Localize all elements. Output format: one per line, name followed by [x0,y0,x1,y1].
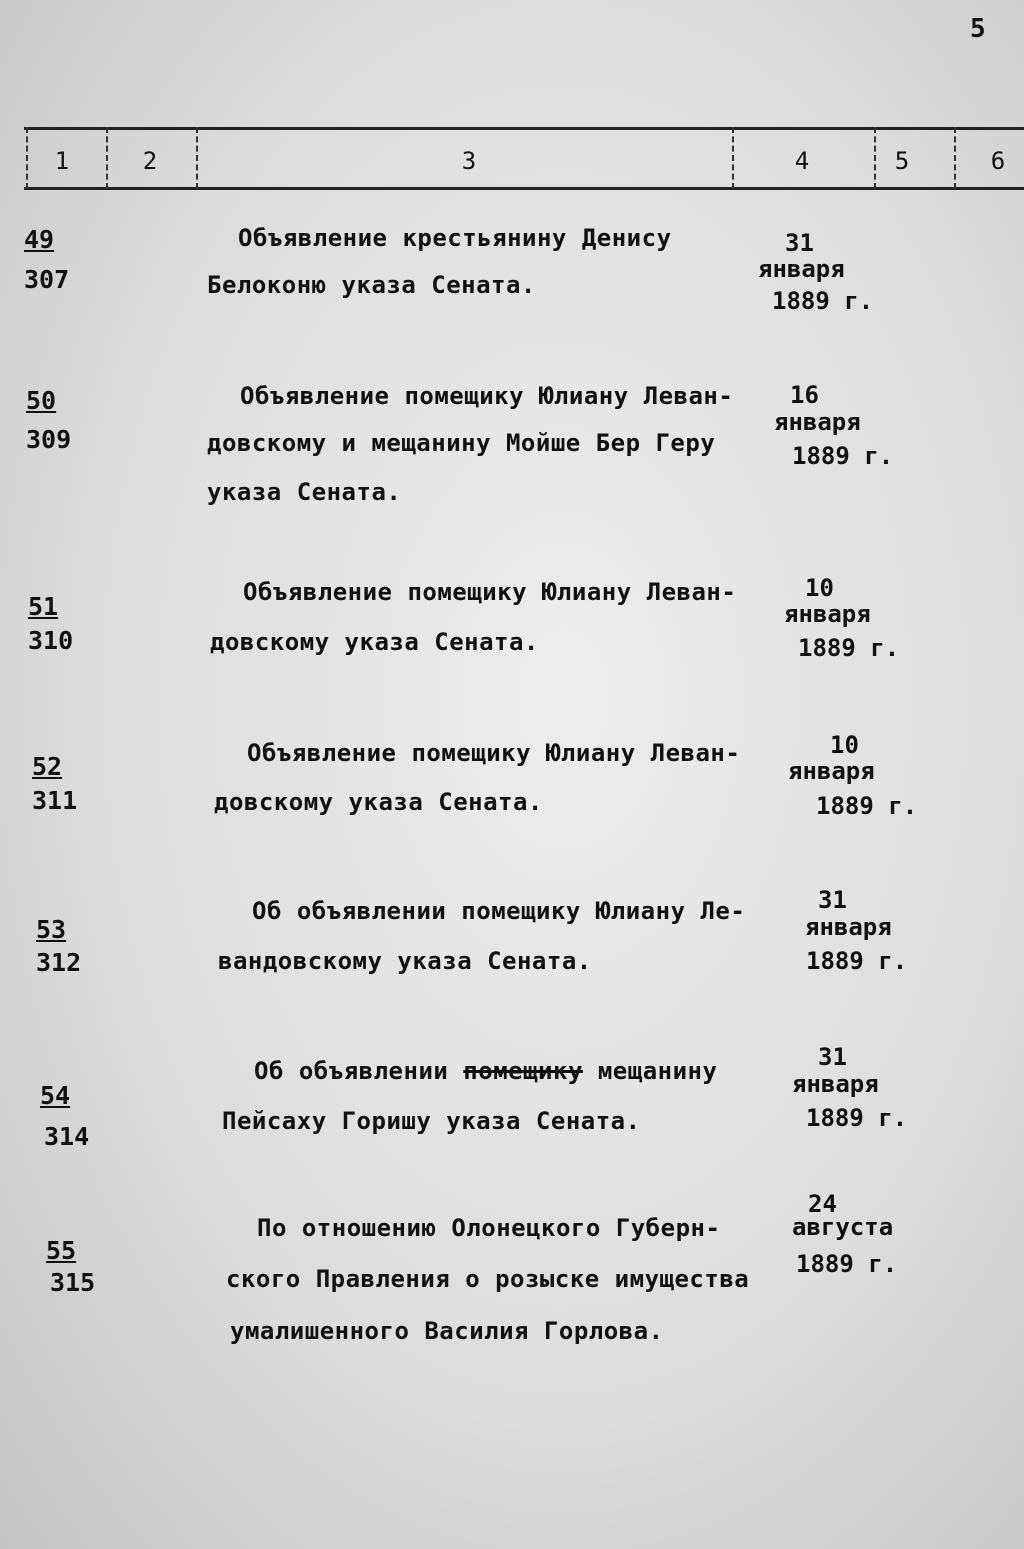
entry-text-line: довскому и мещанину Мойше Бер Геру [207,429,716,457]
entry-text-line: По отношению Олонецкого Губерн- [257,1214,721,1242]
date-month: января [788,757,875,785]
sheet-number: 315 [50,1268,96,1297]
entry-number: 49 [24,225,55,254]
date-year: 1889 г. [816,792,918,820]
sheet-number: 310 [28,626,74,655]
header-col-3: 3 [461,147,477,175]
entry-text-line: умалишенного Василия Горлова. [230,1317,664,1345]
column-separator [26,127,28,189]
entry-text-line: Белоконю указа Сената. [207,271,536,299]
date-month: августа [792,1213,894,1241]
header-col-1: 1 [54,147,70,175]
entry-text-line: Объявление помещику Юлиану Леван- [243,578,737,606]
entry-text-line: Объявление помещику Юлиану Леван- [240,382,734,410]
page-number: 5 [970,14,986,44]
column-separator [106,127,108,189]
date-day: 31 [785,229,814,257]
date-year: 1889 г. [798,634,900,662]
entry-text-fragment: Об объявлении [254,1057,464,1085]
date-day: 24 [808,1190,837,1218]
entry-text-line: довскому указа Сената. [210,628,539,656]
entry-text-line: Объявление крестьянину Денису [238,224,672,252]
entry-text-line: указа Сената. [207,478,402,506]
date-day: 10 [830,731,859,759]
entry-number: 53 [36,915,67,944]
entry-text-fragment: мещанину [582,1057,718,1085]
date-month: января [774,408,861,436]
date-month: января [758,255,845,283]
entry-text-line: Объявление помещику Юлиану Леван- [247,739,741,767]
date-month: января [792,1070,879,1098]
entry-text-line: довскому указа Сената. [214,788,543,816]
date-month: января [805,913,892,941]
sheet-number: 311 [32,786,78,815]
column-separator [196,127,198,189]
header-col-2: 2 [142,147,158,175]
column-separator [732,127,734,189]
struck-out-word: помещику [463,1057,583,1085]
entry-number: 51 [28,592,59,621]
entry-number: 52 [32,752,63,781]
date-year: 1889 г. [806,947,908,975]
entry-number: 55 [46,1236,77,1265]
entry-number: 54 [40,1081,71,1110]
date-year: 1889 г. [806,1104,908,1132]
sheet-number: 309 [26,425,72,454]
date-year: 1889 г. [792,442,894,470]
entry-text-line: Пейсаху Горишу указа Сената. [222,1107,641,1135]
sheet-number: 312 [36,948,82,977]
date-day: 10 [805,574,834,602]
date-day: 31 [818,1043,847,1071]
column-separator [874,127,876,189]
entry-number: 50 [26,386,57,415]
date-year: 1889 г. [772,287,874,315]
entry-text-line: ского Правления о розыске имущества [226,1265,750,1293]
entry-text-line [254,1057,717,1085]
date-year: 1889 г. [796,1250,898,1278]
header-col-5: 5 [894,147,910,175]
sheet-number: 314 [44,1122,90,1151]
sheet-number: 307 [24,265,70,294]
table-header [24,127,1024,191]
header-col-4: 4 [794,147,810,175]
column-separator [954,127,956,189]
entry-text-line: вандовскому указа Сената. [218,947,592,975]
date-month: января [784,600,871,628]
entry-text-line: Об объявлении помещику Юлиану Ле- [252,897,746,925]
header-col-6: 6 [990,147,1006,175]
date-day: 16 [790,381,819,409]
date-day: 31 [818,886,847,914]
